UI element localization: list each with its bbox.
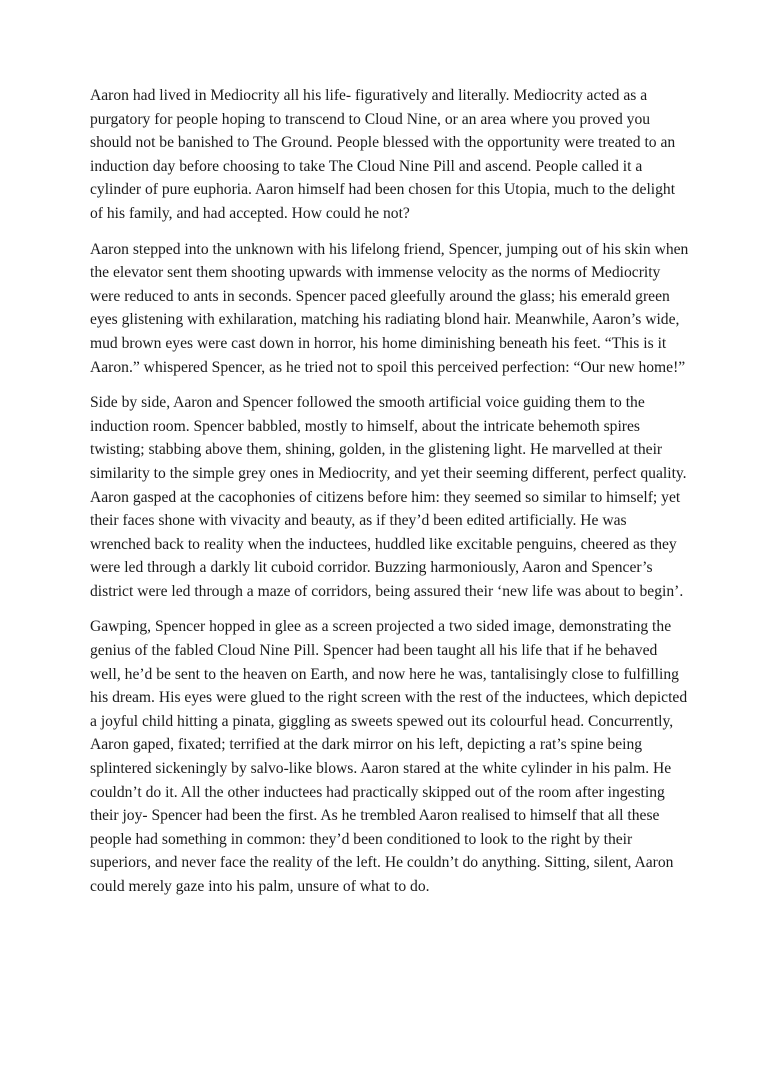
paragraph-3: Side by side, Aaron and Spencer followed the smooth artificial voice guiding them to the induction room. Spencer babbled, mostly to himself, about the intricate behemoth spires twisting; stabbing above them, shining, golden, in the glistening light. He marvelled at their similarity to the simple grey ones in Mediocrity, and yet their seeming different, perfect quality. Aaron gasped at the cacophonies of citizens before him: they seemed so similar to himself; yet their faces shone with vivacity and beauty, as if they’d been edited artificially. He was wrenched back to reality when the inductees, huddled like excitable penguins, cheered as they were led through a darkly lit cuboid corridor. Buzzing harmoniously, Aaron and Spencer’s district were led through a maze of corridors, being assured their ‘new life was about to begin’. [90,394,687,600]
paragraph-4: Gawping, Spencer hopped in glee as a screen projected a two sided image, demonstrating the genius of the fabled Cloud Nine Pill. Spencer had been taught all his life that if he behaved well, he’d be sent to the heaven on Earth, and now here he was, tantalisingly close to fulfilling his dream. His eyes were glued to the right screen with the rest of the inductees, which depicted a joyful child hitting a pinata, giggling as sweets spewed out its colourful head. Concurrently, Aaron gaped, fixated; terrified at the dark mirror on his left, depicting a rat’s spine being splintered sickeningly by salvo-like blows. Aaron stared at the white cylinder in his palm. He couldn’t do it. All the other inductees had practically skipped out of the room after ingesting their joy- Spencer had been the first. As he trembled Aaron realised to himself that all these people had something in common: they’d been conditioned to look to the right by their superiors, and never face the reality of the left. He couldn’t do anything. Sitting, silent, Aaron could merely gaze into his palm, unsure of what to do. [90,618,688,895]
paragraph-2: Aaron stepped into the unknown with his lifelong friend, Spencer, jumping out of his skin when the elevator sent them shooting upwards with immense velocity as the norms of Mediocrity were reduced to ants in seconds. Spencer paced gleefully around the glass; his emerald green eyes glistening with exhilaration, matching his radiating blond hair. Meanwhile, Aaron’s wide, mud brown eyes were cast down in horror, his home diminishing beneath his feet. “This is it Aaron.” whispered Spencer, as he tried not to spoil this perceived perfection: “Our new home!” [90,240,689,376]
story-text [90,84,690,911]
paragraph-1: Aaron had lived in Mediocrity all his life- figuratively and literally. Mediocrity acted as a purgatory for people hoping to transcend to Cloud Nine, or an area where you proved you should not be banished to The Ground. People blessed with the opportunity were treated to an induction day before choosing to take The Cloud Nine Pill and ascend. People called it a cylinder of pure euphoria. Aaron himself had been chosen for this Utopia, much to the delight of his family, and had accepted. How could he not? [90,87,676,222]
